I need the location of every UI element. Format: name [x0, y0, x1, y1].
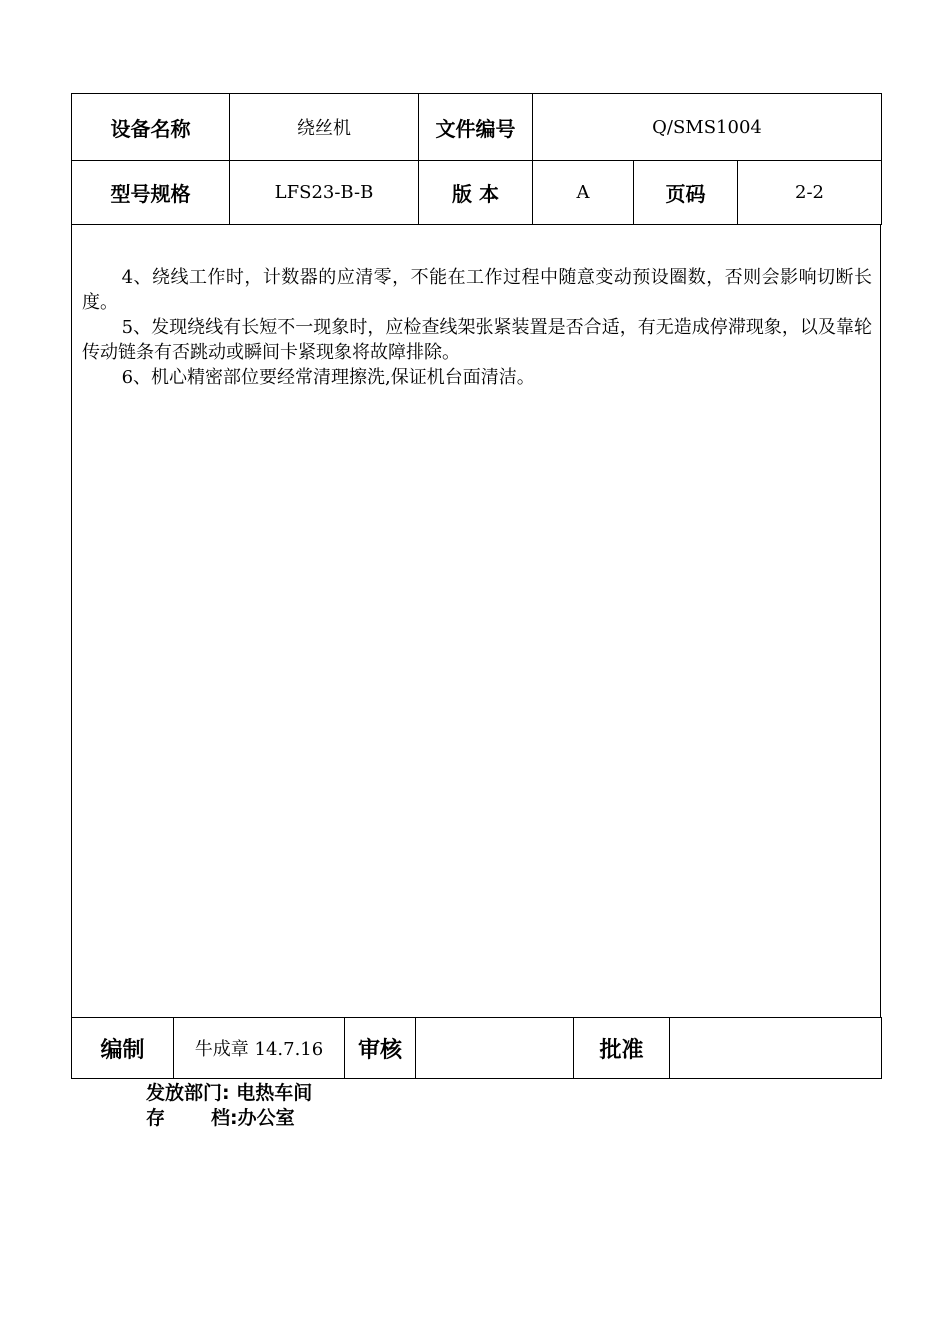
archive-label-1: 存 [146, 1107, 166, 1129]
distribution-info [146, 1081, 312, 1131]
content-item: 5、发现绕线有长短不一现象时，应检查线架张紧装置是否合适，有无造成停滞现象，以及靠轮传动链条有否跳动或瞬间卡紧现象将故障排除。 [82, 317, 872, 363]
archive-label-2: 档: [211, 1107, 238, 1129]
content-area [71, 225, 881, 1017]
device-name-label: 设备名称 [72, 94, 230, 161]
document-sheet [71, 93, 881, 1079]
approve-label: 批准 [574, 1018, 670, 1079]
editor-label: 编制 [72, 1018, 174, 1079]
review-value [416, 1018, 574, 1079]
content-item: 4、绕线工作时，计数器的应清零，不能在工作过程中随意变动预设圈数，否则会影响切断长度。 [82, 267, 872, 313]
issue-dept-value: 电热车间 [236, 1082, 313, 1104]
version-label: 版 本 [419, 161, 533, 225]
footer-table [71, 1017, 882, 1079]
archive-line [146, 1106, 312, 1131]
model-value: LFS23-B-B [230, 161, 419, 225]
page-value: 2-2 [738, 161, 882, 225]
doc-no-label: 文件编号 [419, 94, 533, 161]
approve-value [670, 1018, 882, 1079]
content-text [82, 265, 872, 390]
model-label: 型号规格 [72, 161, 230, 225]
header-table [71, 93, 882, 225]
device-name-value: 绕丝机 [230, 94, 419, 161]
issue-dept-label: 发放部门: [146, 1082, 230, 1104]
page-label: 页码 [634, 161, 738, 225]
archive-value: 办公室 [237, 1107, 295, 1129]
review-label: 审核 [345, 1018, 416, 1079]
issue-dept-line [146, 1081, 312, 1106]
doc-no-value: Q/SMS1004 [533, 94, 882, 161]
version-value: A [533, 161, 634, 225]
content-item: 6、机心精密部位要经常清理擦洗,保证机台面清洁。 [121, 367, 535, 388]
editor-value: 牛成章 14.7.16 [174, 1018, 345, 1079]
